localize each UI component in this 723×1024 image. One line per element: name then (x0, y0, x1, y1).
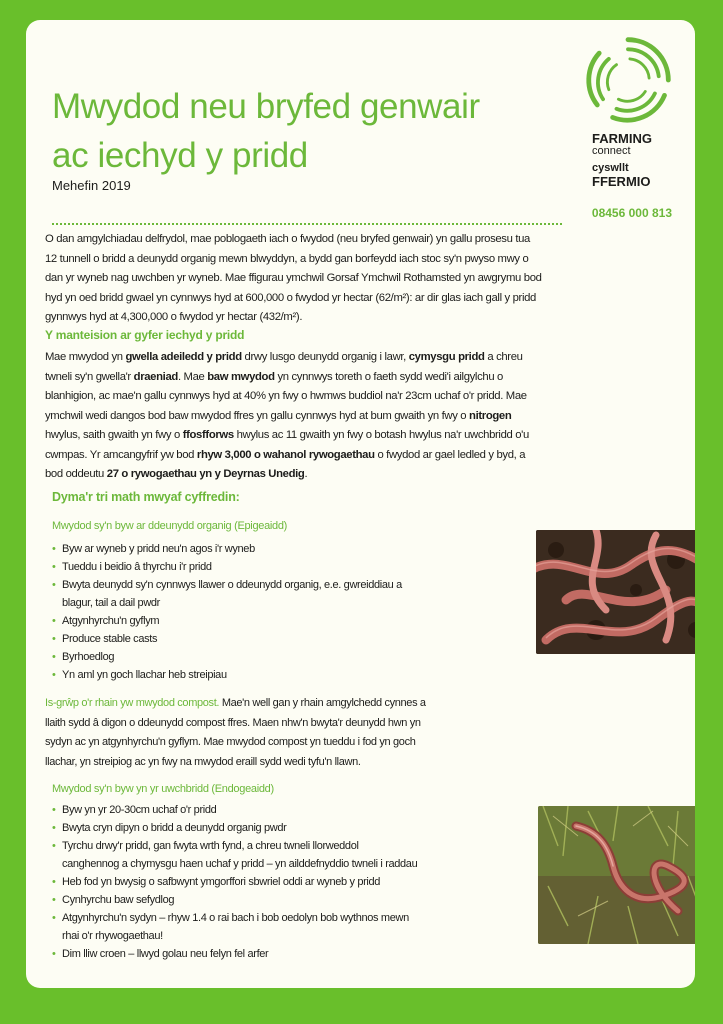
benefits-paragraph (45, 348, 675, 485)
dotted-divider (52, 223, 562, 225)
publication-date: Mehefin 2019 (52, 178, 131, 193)
list-item: • Tueddu i beidio â thyrchu i'r pridd (52, 558, 532, 576)
title-line-1: Mwydod neu bryfed genwair (52, 87, 480, 126)
logo-cyswllt: cyswllt (592, 162, 629, 174)
list-item: • Byw ar wyneb y pridd neu'n agos i'r wyneb (52, 540, 532, 558)
title-line-2: ac iechyd y pridd (52, 136, 308, 175)
logo-ffermio: FFERMIO (592, 174, 651, 189)
compost-paragraph: Is-grŵp o'r rhain yw mwydod compost. Mae'n well gan y rhain amgylchedd cynnes a llaith sydd â digon o ddeunydd compost ffres. Maen nhw'n bwyta'r deunydd hwn yn sydyn ac yn atgynhyrchu'n gyflym. Mae mwydod compost yn tueddu i fod yn goch llachar, yn streipiog ac yn fwy na mwydod eraill sydd wedi tyfu'n llawn. (45, 697, 426, 768)
intro-line: 12 tunnell o bridd a deunydd organig mewn blwyddyn, a bydd gan borfeydd iach stoc sy'n pwyso mwy o (45, 252, 529, 265)
benefits-heading: Y manteision ar gyfer iechyd y pridd (45, 328, 245, 342)
benefits-line: ymchwil wedi dangos bod baw mwydod ffres yn gallu cynnwys hyd at bum gwaith yn fwy o nitrogen (45, 409, 512, 422)
logo-connect: connect (592, 145, 631, 157)
types-heading: Dyma'r tri math mwyaf cyffredin: (52, 490, 240, 504)
list-item: • Yn aml yn goch llachar heb streipiau (52, 666, 532, 684)
list-item: • Dim lliw croen – llwyd golau neu felyn fel arfer (52, 945, 532, 963)
logo-farming: FARMING (592, 131, 652, 146)
intro-line: hyd yn oed bridd gwael yn cynnwys hyd at 600,000 o fwydod yr hectar (62/m²): ar dir glas iach gall y pridd (45, 291, 536, 304)
list-item: • Atgynhyrchu'n sydyn – rhyw 1.4 o rai bach i bob oedolyn bob wythnos mewn rhai o'r rhywogaethau! (52, 909, 532, 945)
list-item: • Cynhyrchu baw sefydlog (52, 891, 532, 909)
list-item: • Byw yn yr 20-30cm uchaf o'r pridd (52, 801, 532, 819)
phone-number: 08456 000 813 (591, 206, 672, 220)
list-item: • Produce stable casts (52, 630, 532, 648)
epigeic-list (52, 540, 532, 684)
benefits-line: twneli sy'n gwella'r draeniad. Mae baw mwydod yn cynnwys toreth o faeth sydd wedi'i ailgylchu o (45, 370, 503, 383)
list-item: • Bwyta cryn dipyn o bridd a deunydd organig pwdr (52, 819, 532, 837)
benefits-line: Mae mwydod yn gwella adeiledd y pridd drwy lusgo deunydd organig i lawr, cymysgu pridd a chreu (45, 351, 523, 363)
intro-line: O dan amgylchiadau delfrydol, mae poblogaeth iach o fwydod (neu bryfed genwair) yn gallu prosesu tua (45, 233, 530, 245)
list-item: • Heb fod yn bwysig o safbwynt ymgorffori sbwriel oddi ar wyneb y pridd (52, 873, 532, 891)
epigeic-heading: Mwydod sy'n byw ar ddeunydd organig (Epigeaidd) (52, 520, 288, 532)
page-title (52, 82, 480, 180)
benefits-line: blanhigion, ac mae'n gallu cynnwys hyd at 40% yn fwy o hwmws buddiol na'r 23cm uchaf o'r pridd. Mae (45, 390, 527, 402)
list-item: • Byrhoedlog (52, 648, 532, 666)
intro-paragraph (45, 230, 675, 328)
benefits-line: hwylus, saith gwaith yn fwy o ffosfforws hwylus ac 11 gwaith yn fwy o botash hwylus na'r uwchbridd o'u (45, 429, 529, 441)
earthworm-on-grass-photo (538, 806, 695, 944)
list-item: • Bwyta deunydd sy'n cynnwys llawer o ddeunydd organig, e.e. gwreiddiau a blagur, tail a dail pwdr (52, 576, 532, 612)
logo-wordmark (592, 132, 652, 188)
endogeic-list (52, 801, 532, 963)
benefits-line: bod oddeutu 27 o rywogaethau yn y Deyrnas Unedig. (45, 468, 308, 480)
intro-line: gynnwys hyd at 4,300,000 o fwydod yr hectar (432/m²). (45, 311, 303, 323)
compost-lead: Is-grŵp o'r rhain yw mwydod compost. (45, 697, 220, 709)
endogeic-heading: Mwydod sy'n byw yn yr uwchbridd (Endogeaidd) (52, 783, 274, 795)
worms-in-compost-photo (536, 530, 695, 654)
document-page (26, 20, 695, 988)
list-item: • Tyrchu drwy'r pridd, gan fwyta wrth fynd, a chreu twneli llorweddol canghennog a chymysgu haen uchaf y pridd – yn ailddefnyddio twneli i raddau (52, 837, 532, 873)
intro-line: dan yr wyneb nag uwchben yr wyneb. Mae ffigurau ymchwil Gorsaf Ymchwil Rothamsted yn awgrymu bod (45, 272, 542, 284)
list-item: • Atgynhyrchu'n gyflym (52, 612, 532, 630)
benefits-line: cwmpas. Yr amcangyfrif yw bod rhyw 3,000 o wahanol rywogaethau o fwydod ar gael ledled y byd, a (45, 448, 526, 461)
swirl-logo-icon (580, 32, 676, 128)
